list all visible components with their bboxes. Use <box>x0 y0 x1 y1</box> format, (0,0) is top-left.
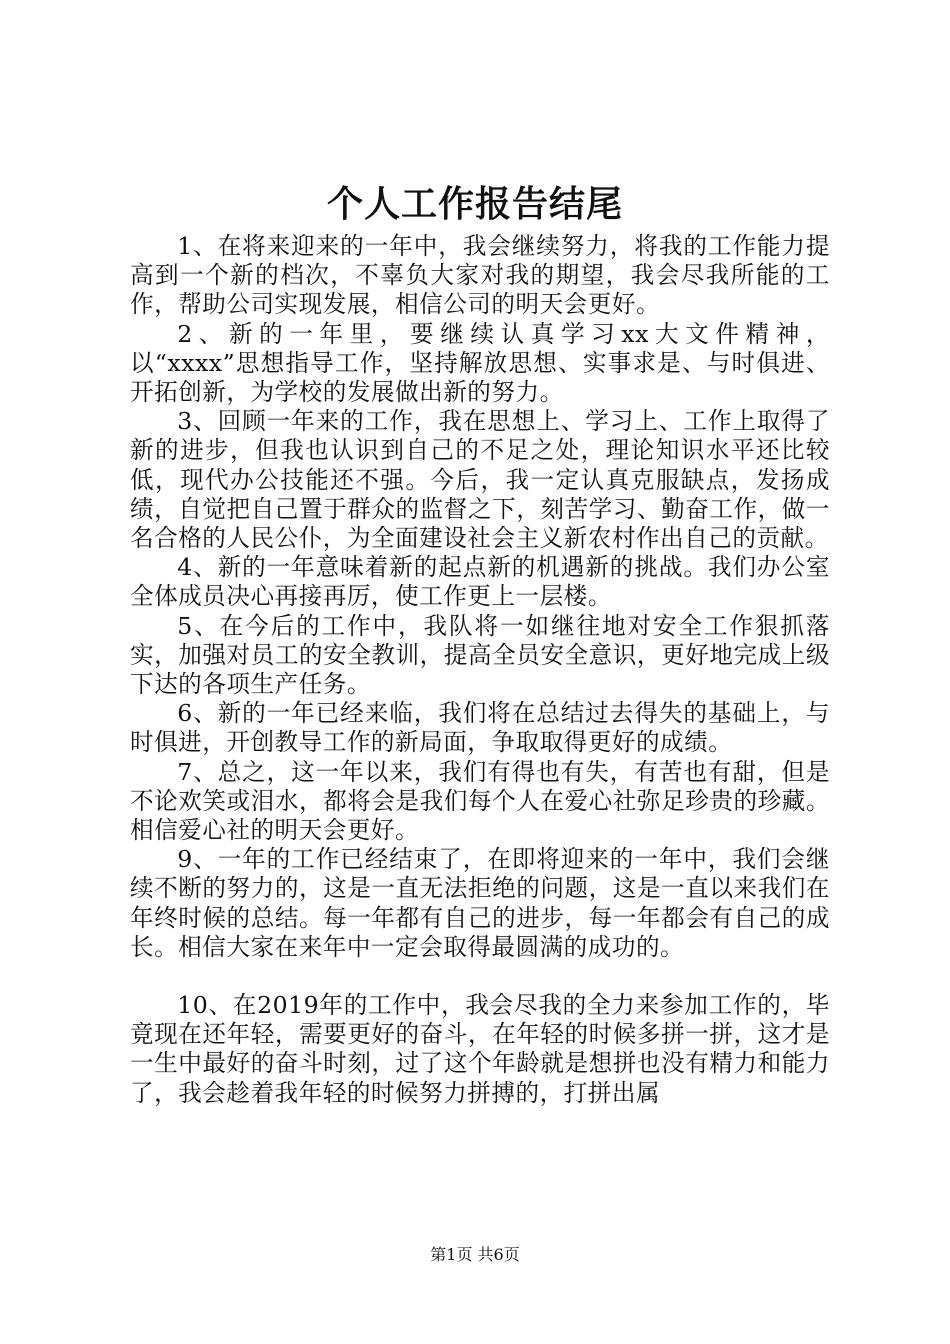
paragraph-10: 10、在2019年的工作中，我会尽我的全力来参加工作的，毕竟现在还年轻，需要更好的奋斗，在年轻的时候多拼一拼，这才是一生中最好的奋斗时刻，过了这个年龄就是想拼也没有精力和能力了，我会趁着我年轻的时候努力拼搏的，打拼出属 <box>130 991 830 1107</box>
paragraph-4: 4、新的一年意味着新的起点新的机遇新的挑战。我们办公室全体成员决心再接再厉，使工作更上一层楼。 <box>130 553 830 611</box>
page-number-footer: 第1页 共6页 <box>430 1245 520 1264</box>
paragraph-2: 2、新的一年里，要继续认真学习xx大文件精神，以“xxxx”思想指导工作，坚持解放思想、实事求是、与时俱进、开拓创新，为学校的发展做出新的努力。 <box>130 319 830 407</box>
paragraph-7: 7、总之，这一年以来，我们有得也有失，有苦也有甜，但是不论欢笑或泪水，都将会是我们每个人在爱心社弥足珍贵的珍藏。相信爱心社的明天会更好。 <box>130 757 830 845</box>
paragraph-1: 1、在将来迎来的一年中，我会继续努力，将我的工作能力提高到一个新的档次，不辜负大家对我的期望，我会尽我所能的工作，帮助公司实现发展，相信公司的明天会更好。 <box>130 232 830 319</box>
document-title: 个人工作报告结尾 <box>326 183 623 225</box>
document-body <box>130 232 830 1108</box>
paragraph-6: 6、新的一年已经来临，我们将在总结过去得失的基础上，与时俱进，开创教导工作的新局面，争取取得更好的成绩。 <box>130 699 830 757</box>
paragraph-5: 5、在今后的工作中，我队将一如继往地对安全工作狠抓落实，加强对员工的安全教训，提高全员安全意识，更好地完成上级下达的各项生产任务。 <box>130 611 830 699</box>
paragraph-3: 3、回顾一年来的工作，我在思想上、学习上、工作上取得了新的进步，但我也认识到自己的不足之处，理论知识水平还比较低，现代办公技能还不强。今后，我一定认真克服缺点，发扬成绩，自觉把自己置于群众的监督之下，刻苦学习、勤奋工作，做一名合格的人民公仆，为全面建设社会主义新农村作出自己的贡献。 <box>130 407 830 553</box>
paragraph-9: 9、一年的工作已经结束了，在即将迎来的一年中，我们会继续不断的努力的，这是一直无法拒绝的问题，这是一直以来我们在年终时候的总结。每一年都有自己的进步，每一年都会有自己的成长。相信大家在来年中一定会取得最圆满的成功的。 <box>130 845 830 961</box>
